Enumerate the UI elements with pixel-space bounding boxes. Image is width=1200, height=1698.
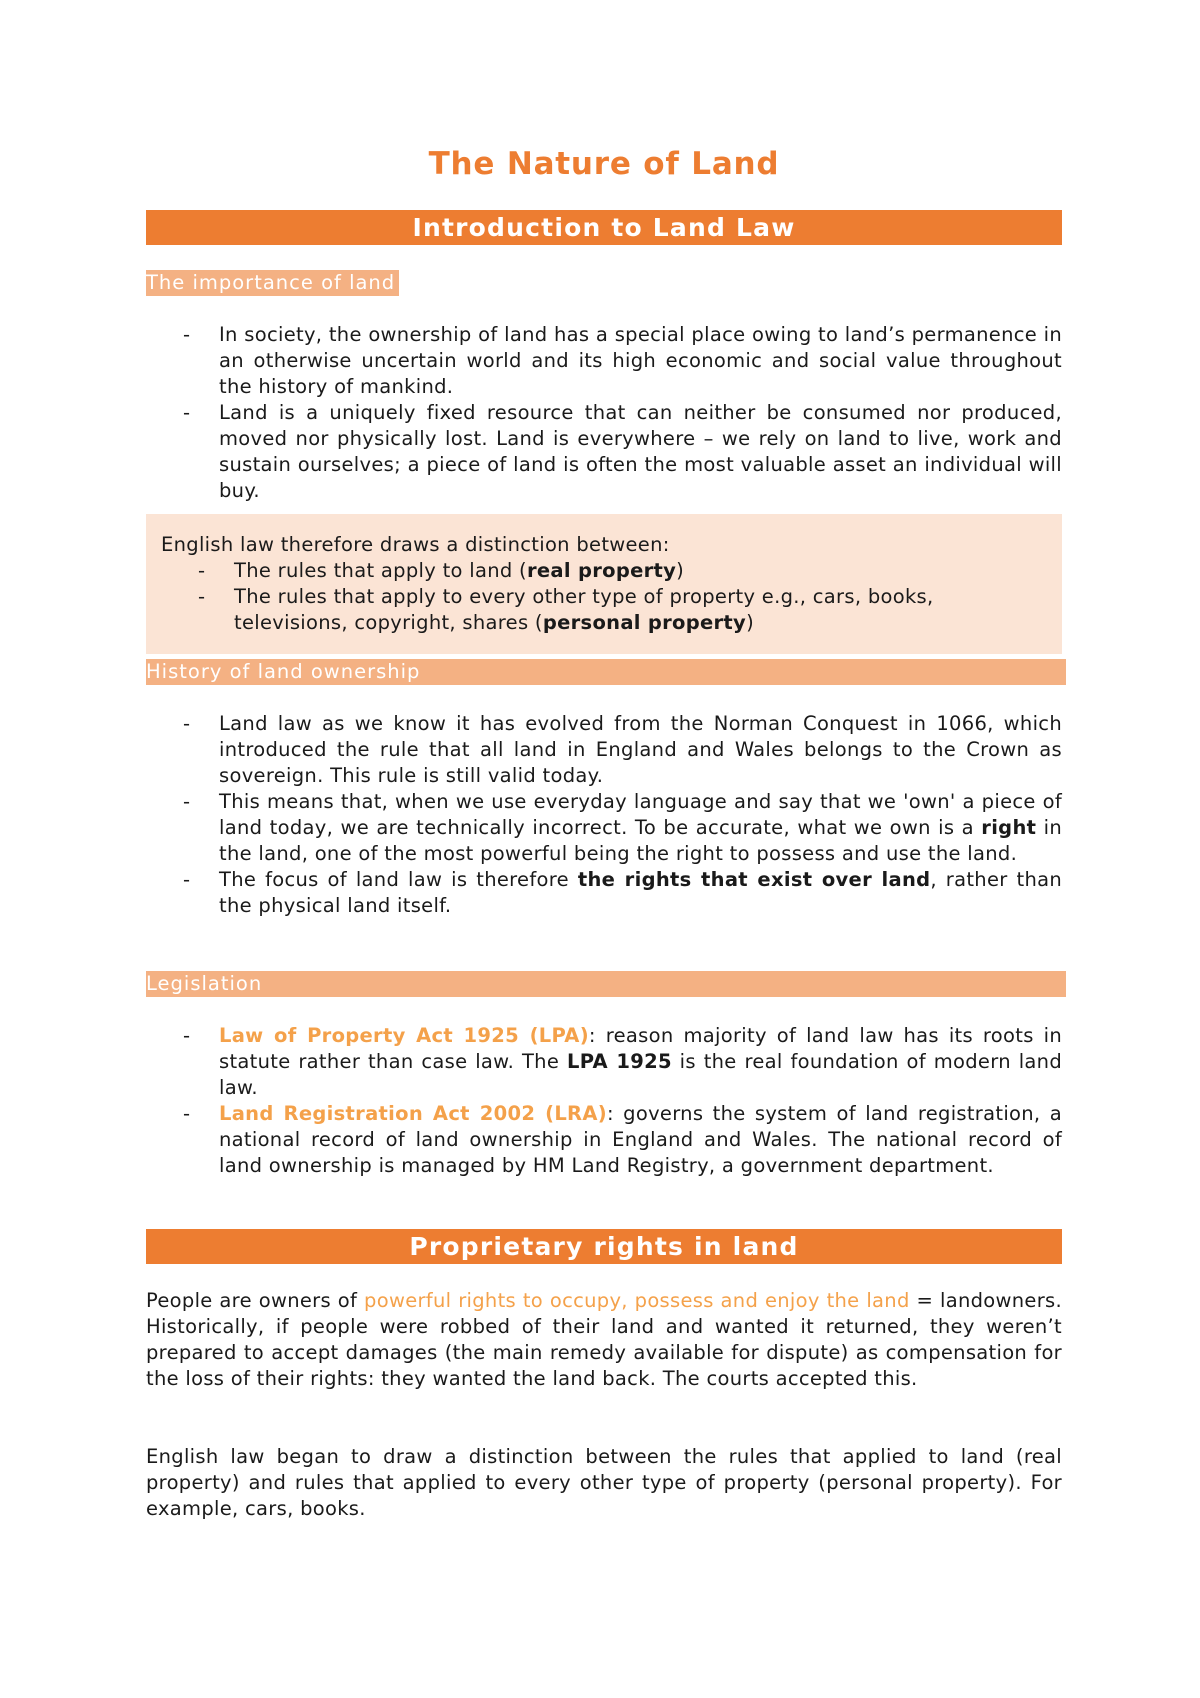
bullet-text: , rather than the physical land itself. [219,868,1063,917]
list-item [146,789,1062,867]
bullet-text: This means that, when we use everyday language and say that we 'own' a piece of land today, we are technically incorrect. To be accurate, what we own is a [219,790,1062,839]
act-name-lra: Land Registration Act 2002 (LRA) [219,1102,607,1125]
term-rights-over-land: the rights that exist over land [577,868,931,891]
list-item [146,558,1026,584]
callout-term-real-property: real property [526,559,677,582]
bullet-text: is the real foundation of modern land law. [219,1050,1062,1099]
section-banner-introduction: Introduction to Land Law [146,210,1062,245]
proprietary-rights-paragraph [146,1288,1062,1392]
callout-item-text: ) [746,611,754,634]
highlighted-phrase: powerful rights to occupy, possess and enjoy the land [364,1289,910,1312]
paragraph-text: = landowners. Historically, if people were robbed of their land and wanted it returned, they weren’t prepared to accept damages (the main remedy available for dispute) as compensation for the loss of their rights: they wanted the land back. The courts accepted this. [146,1289,1062,1390]
bullet-text: in the land, one of the most powerful being the right to possess and use the land. [219,816,1062,865]
callout-item-text: ) [676,559,685,582]
bullet-text: The focus of land law is therefore [219,868,578,891]
list-item: - Land is a uniquely fixed resource that can neither be consumed nor produced, moved nor physically lost. Land is everywhere – we rely on land to live, work and sustain ourselves; a piece of land is often the most valuable asset an individual will buy. [146,400,1062,504]
list-item: - In society, the ownership of land has a special place owing to land’s permanence in an otherwise uncertain world and its high economic and social value throughout the history of mankind. [146,322,1062,400]
list-item [146,867,1062,919]
legislation-bullet-list [146,1023,1062,1179]
list-item [146,1023,1062,1101]
act-name-lpa: Law of Property Act 1925 (LPA) [219,1024,589,1047]
subheading-history-of-land-ownership: History of land ownership [146,659,1066,685]
importance-bullet-list [146,322,1062,504]
term-lpa-1925: LPA 1925 [567,1050,672,1073]
distinction-callout-box [146,514,1062,654]
subheading-legislation: Legislation [146,971,1066,997]
paragraph-text: People are owners of [146,1289,365,1312]
bullet-text: : reason majority of land law has its roots in statute rather than case law. The [219,1024,1062,1073]
callout-item-text: The rules that apply to every other type of property e.g., cars, books, televisions, copyright, shares ( [234,585,934,634]
term-right: right [981,816,1037,839]
bullet-text: : governs the system of land registration, a national record of land ownership in England and Wales. The national record of land ownership is managed by HM Land Registry, a government department. [219,1102,1063,1177]
distinction-paragraph: English law began to draw a distinction between the rules that applied to land (real property) and rules that applied to every other type of property (personal property). For example, cars, books. [146,1445,1062,1520]
section-banner-proprietary-rights: Proprietary rights in land [146,1229,1062,1264]
subheading-importance-of-land: The importance of land [146,270,399,296]
list-item: - Land law as we know it has evolved from the Norman Conquest in 1066, which introduced the rule that all land in England and Wales belongs to the Crown as sovereign. This rule is still valid today. [146,711,1062,789]
callout-intro: English law therefore draws a distinction between: [161,533,670,556]
history-bullet-list [146,711,1062,919]
callout-term-personal-property: personal property [542,611,747,634]
document-title: The Nature of Land [428,146,780,182]
callout-list [146,558,1026,636]
list-item [146,1101,1062,1179]
callout-item-text: The rules that apply to land ( [234,559,527,582]
list-item [146,584,1026,636]
